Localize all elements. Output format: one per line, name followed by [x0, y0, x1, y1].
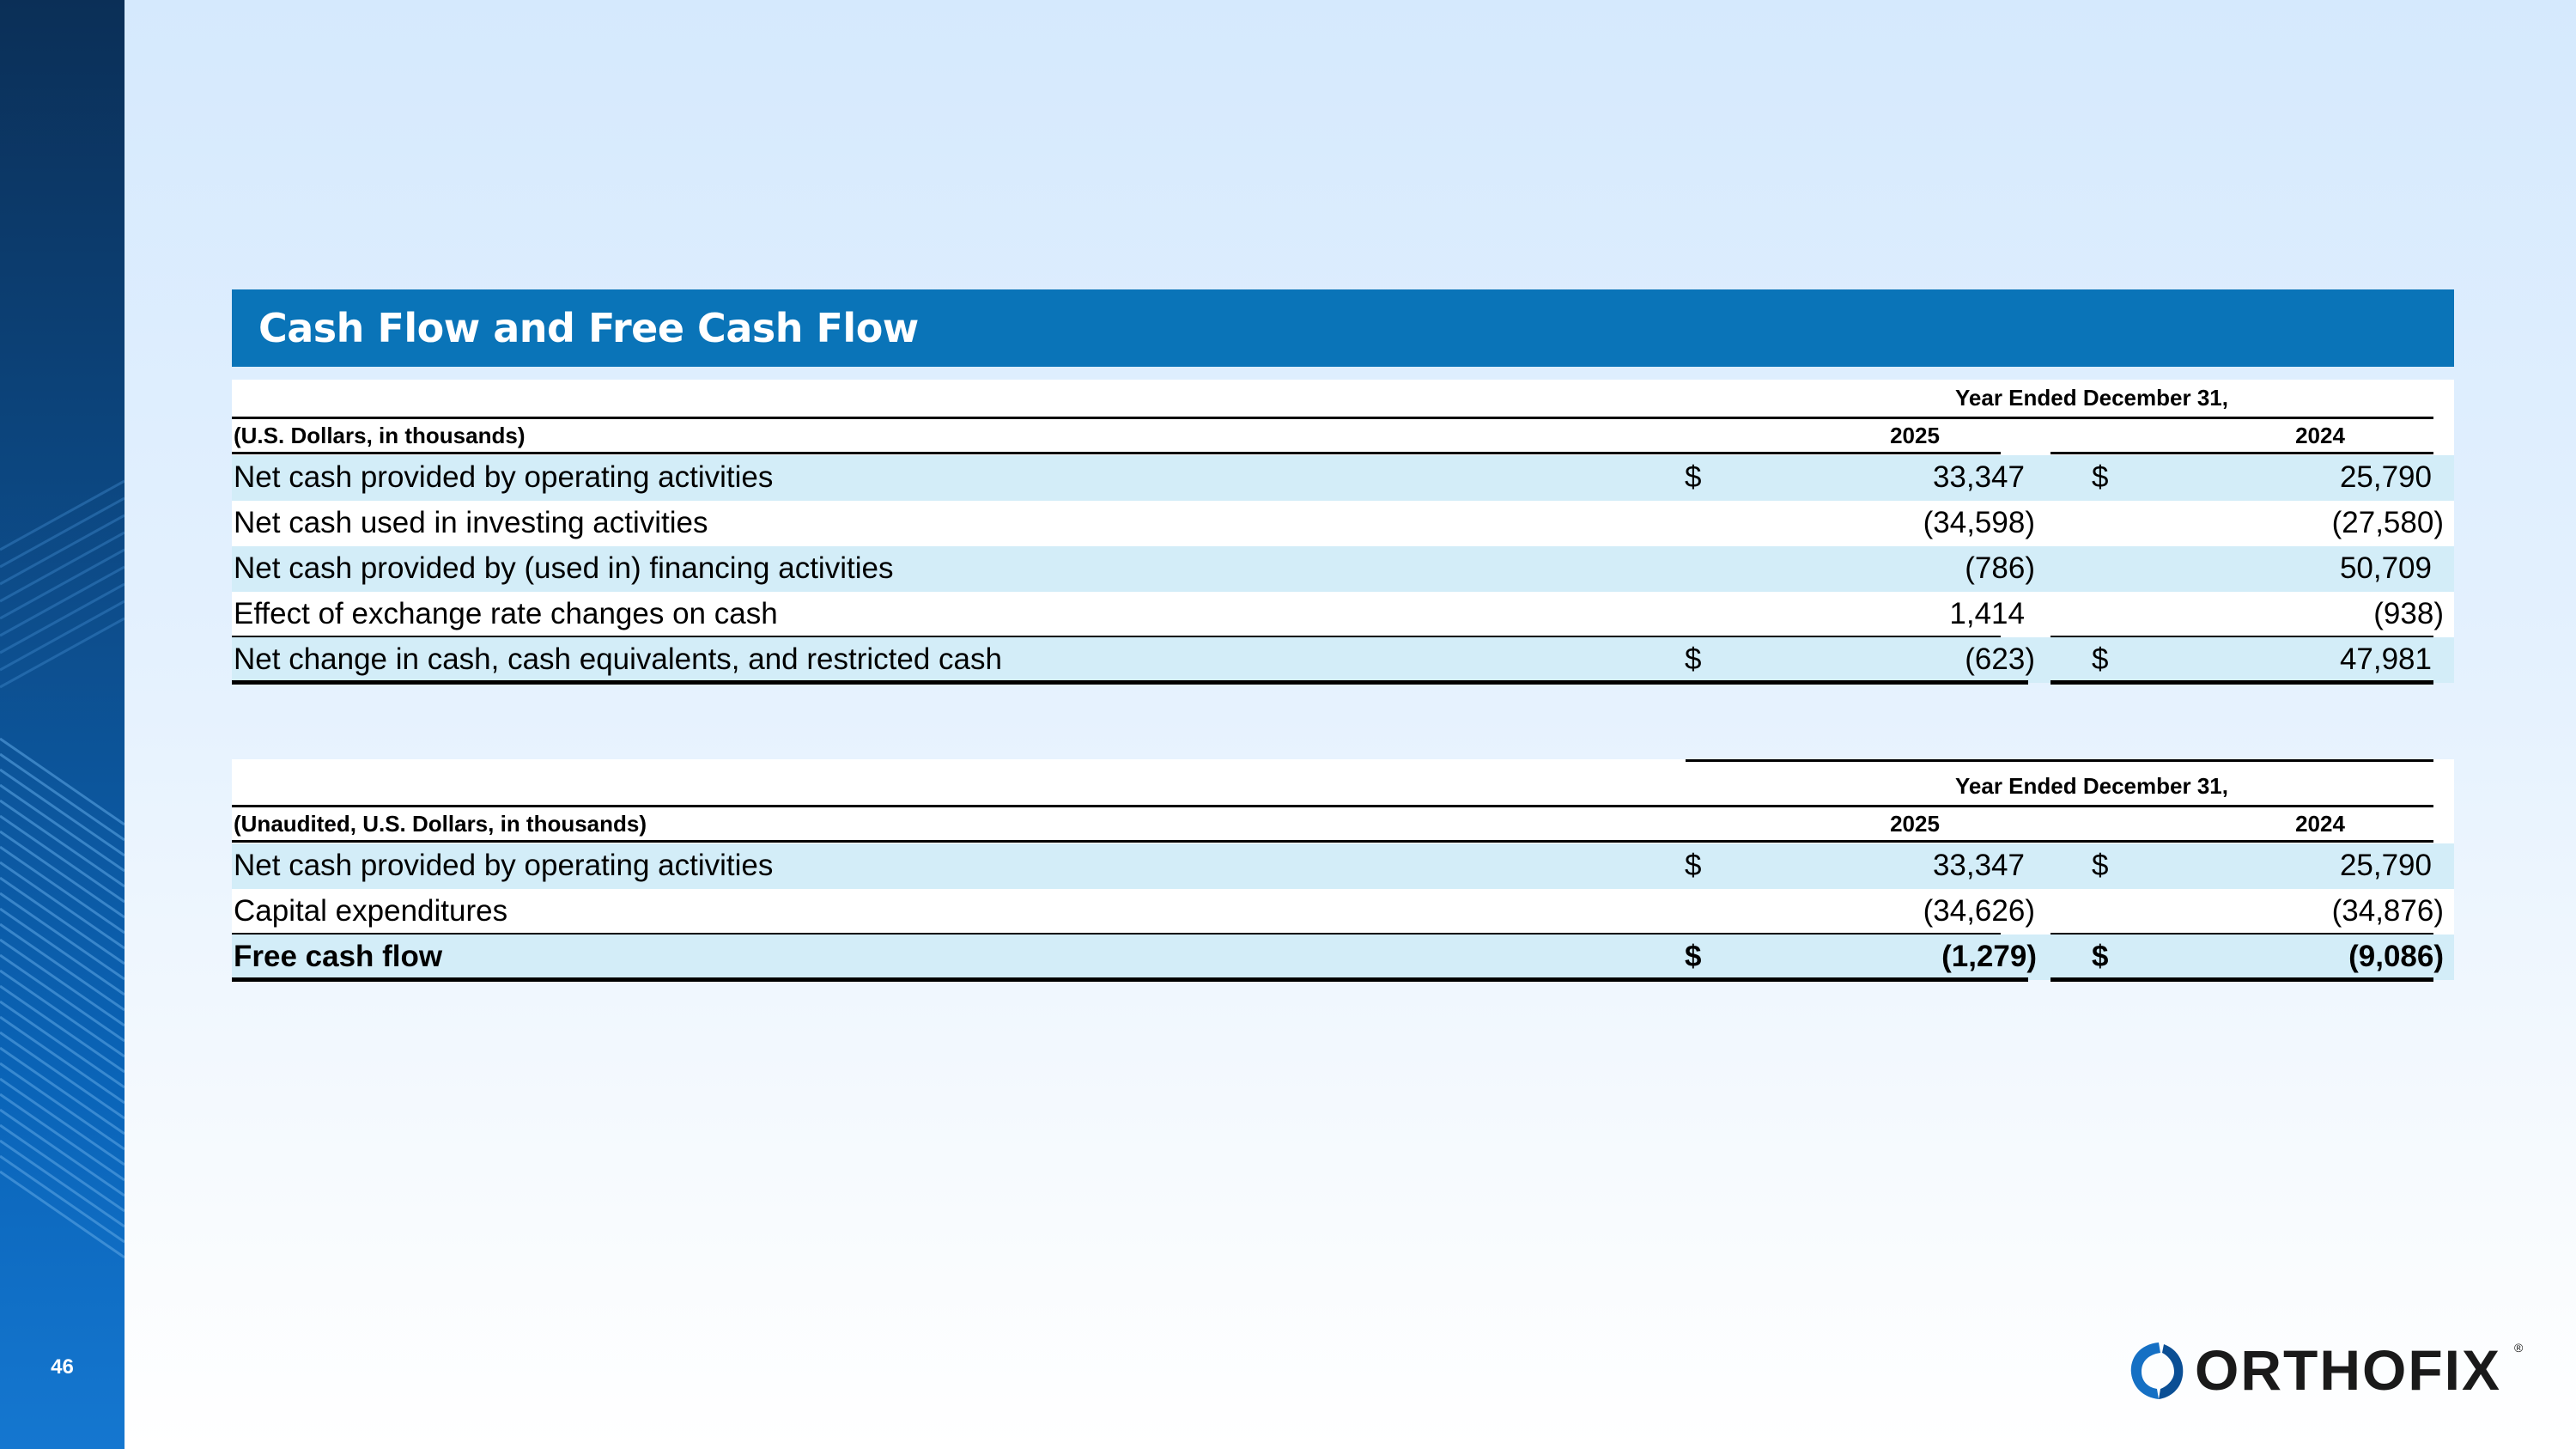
currency-symbol: $: [2092, 460, 2109, 494]
row-label: Net cash used in investing activities: [234, 506, 708, 539]
value-2024: 50,709: [2339, 551, 2432, 585]
header-underline-2024: [2050, 452, 2433, 454]
table-row: [232, 546, 2454, 592]
table-row: [232, 843, 2454, 889]
value-2024: 25,790: [2339, 849, 2432, 882]
currency-symbol: $: [2092, 940, 2109, 973]
column-header-2025: 2025: [1890, 423, 1940, 448]
row-label: Net cash provided by operating activities: [234, 849, 774, 882]
free-cash-flow-table: [232, 759, 2454, 980]
value-2024: (938): [2373, 597, 2444, 630]
currency-symbol: $: [2092, 642, 2109, 676]
row-label: Capital expenditures: [234, 894, 508, 928]
page-number: 46: [51, 1355, 74, 1379]
table-header: [232, 759, 2454, 843]
currency-symbol: $: [1685, 642, 1702, 676]
period-header: Year Ended December 31,: [1955, 385, 2228, 411]
value-2025: 1,414: [1949, 597, 2025, 630]
cash-flow-table: [232, 380, 2454, 683]
table-row: [232, 637, 2454, 683]
currency-symbol: $: [1685, 940, 1702, 973]
currency-symbol: $: [2092, 849, 2109, 882]
column-header-2025: 2025: [1890, 811, 1940, 837]
registered-mark: ®: [2514, 1341, 2524, 1355]
column-header-2024: 2024: [2295, 811, 2345, 837]
table-header: [232, 380, 2454, 455]
table-row: [232, 592, 2454, 637]
currency-symbol: $: [1685, 849, 1702, 882]
row-label: Net cash provided by (used in) financing activities: [234, 551, 894, 585]
unit-caption: (Unaudited, U.S. Dollars, in thousands): [234, 811, 647, 837]
header-rule: [232, 417, 2433, 419]
header-rule: [232, 805, 2433, 807]
logo-mark-icon: [2121, 1336, 2190, 1404]
company-logo: [2121, 1336, 2524, 1404]
double-underline-2024: [2050, 977, 2433, 982]
value-2024: (9,086): [2348, 940, 2444, 973]
page-title: Cash Flow and Free Cash Flow: [258, 305, 919, 351]
value-2024: 47,981: [2339, 642, 2432, 676]
table-row: [232, 889, 2454, 935]
value-2024: (27,580): [2331, 506, 2444, 539]
value-2025: (623): [1965, 642, 2035, 676]
header-underline: [232, 840, 2433, 843]
value-2024: 25,790: [2339, 460, 2432, 494]
row-label: Net cash provided by operating activities: [234, 460, 774, 494]
value-2025: 33,347: [1932, 849, 2025, 882]
row-label: Free cash flow: [234, 940, 443, 973]
period-top-rule: [1686, 759, 2433, 762]
value-2025: (34,598): [1923, 506, 2035, 539]
period-header: Year Ended December 31,: [1955, 773, 2228, 799]
header-underline: [232, 452, 1170, 454]
value-2024: (34,876): [2331, 894, 2444, 928]
unit-caption: (U.S. Dollars, in thousands): [234, 423, 526, 448]
double-underline: [232, 977, 2028, 982]
logo-wordmark: ORTHOFIX: [2195, 1338, 2501, 1402]
table-row: [232, 501, 2454, 546]
title-banner: [232, 289, 2454, 367]
currency-symbol: $: [1685, 460, 1702, 494]
value-2025: (1,279): [1941, 940, 2037, 973]
table-row: [232, 935, 2454, 980]
column-header-2024: 2024: [2295, 423, 2345, 448]
double-underline-2024: [2050, 680, 2433, 685]
side-decoration-bar: [0, 0, 125, 1449]
row-label: Net change in cash, cash equivalents, and restricted cash: [234, 642, 1002, 676]
row-label: Effect of exchange rate changes on cash: [234, 597, 778, 630]
table-row: [232, 455, 2454, 501]
diagonal-stripes-graphic: [0, 0, 125, 1449]
value-2025: 33,347: [1932, 460, 2025, 494]
value-2025: (34,626): [1923, 894, 2035, 928]
double-underline: [232, 680, 2028, 685]
value-2025: (786): [1965, 551, 2035, 585]
header-underline-2025: [1170, 452, 2001, 454]
